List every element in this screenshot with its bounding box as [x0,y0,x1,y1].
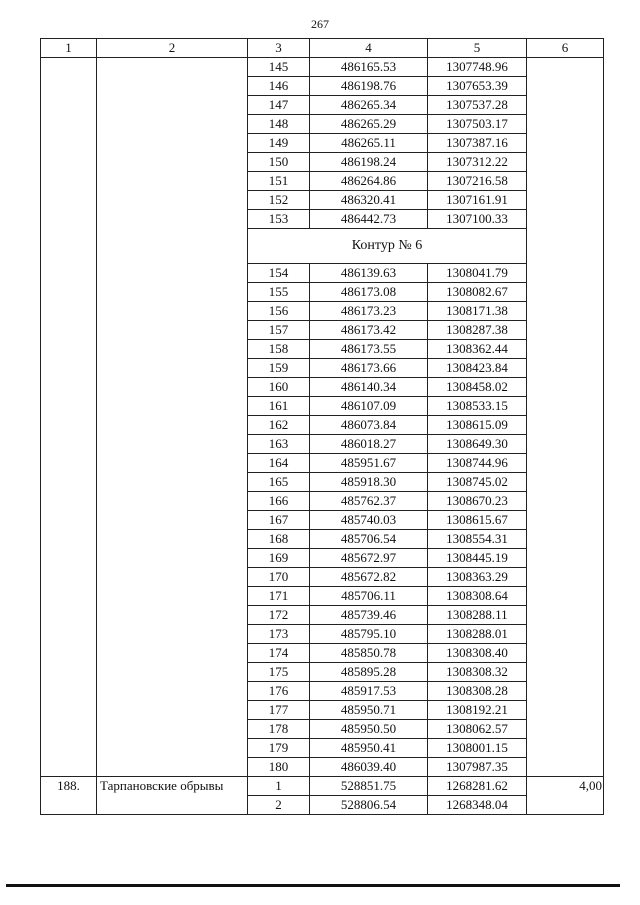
point-number: 1 [248,777,310,796]
point-number: 173 [248,625,310,644]
coord-y: 1308615.09 [428,416,527,435]
coord-y: 1308041.79 [428,264,527,283]
coord-y: 1308308.64 [428,587,527,606]
coord-y: 1308615.67 [428,511,527,530]
coord-y: 1307312.22 [428,153,527,172]
point-number: 169 [248,549,310,568]
coord-y: 1307161.91 [428,191,527,210]
point-number: 180 [248,758,310,777]
coord-x: 485740.03 [310,511,428,530]
point-number: 151 [248,172,310,191]
coord-x: 486173.23 [310,302,428,321]
coord-x: 485795.10 [310,625,428,644]
coord-x: 486018.27 [310,435,428,454]
point-number: 148 [248,115,310,134]
coord-y: 1268281.62 [428,777,527,796]
point-number: 150 [248,153,310,172]
point-number: 178 [248,720,310,739]
point-number: 162 [248,416,310,435]
point-number: 160 [248,378,310,397]
coord-x: 485918.30 [310,473,428,492]
coord-x: 486173.66 [310,359,428,378]
header-col-2: 2 [97,39,248,58]
coord-x: 486442.73 [310,210,428,229]
point-number: 172 [248,606,310,625]
coordinates-table [40,38,604,815]
point-number: 174 [248,644,310,663]
point-number: 2 [248,796,310,815]
coord-y: 1308001.15 [428,739,527,758]
point-number: 145 [248,58,310,77]
coord-x: 486107.09 [310,397,428,416]
coord-y: 1308288.01 [428,625,527,644]
point-number: 157 [248,321,310,340]
coord-y: 1308362.44 [428,340,527,359]
coord-y: 1308363.29 [428,568,527,587]
coord-y: 1307748.96 [428,58,527,77]
entry-area: 4,00 [527,777,604,815]
contour-label: Контур № 6 [248,229,527,264]
point-number: 159 [248,359,310,378]
point-number: 163 [248,435,310,454]
point-number: 164 [248,454,310,473]
point-number: 168 [248,530,310,549]
coord-x: 485706.11 [310,587,428,606]
coord-x: 486198.76 [310,77,428,96]
header-col-3: 3 [248,39,310,58]
point-number: 176 [248,682,310,701]
coord-y: 1307216.58 [428,172,527,191]
header-col-4: 4 [310,39,428,58]
coord-x: 485950.50 [310,720,428,739]
point-number: 153 [248,210,310,229]
coord-y: 1308171.38 [428,302,527,321]
point-number: 170 [248,568,310,587]
point-number: 146 [248,77,310,96]
col-2-cell [97,58,248,777]
coord-x: 485895.28 [310,663,428,682]
coord-x: 486173.55 [310,340,428,359]
coord-y: 1308744.96 [428,454,527,473]
coord-y: 1307387.16 [428,134,527,153]
entry-row-number: 188. [41,777,97,815]
point-number: 147 [248,96,310,115]
coord-x: 486198.24 [310,153,428,172]
coord-x: 485917.53 [310,682,428,701]
point-number: 156 [248,302,310,321]
table-row [41,777,604,796]
header-col-6: 6 [527,39,604,58]
coord-y: 1307100.33 [428,210,527,229]
coord-x: 485672.97 [310,549,428,568]
point-number: 155 [248,283,310,302]
coord-y: 1308288.11 [428,606,527,625]
coord-y: 1307537.28 [428,96,527,115]
coord-y: 1308062.57 [428,720,527,739]
header-col-5: 5 [428,39,527,58]
coord-x: 486320.41 [310,191,428,210]
point-number: 179 [248,739,310,758]
coord-y: 1308192.21 [428,701,527,720]
coord-x: 485850.78 [310,644,428,663]
point-number: 165 [248,473,310,492]
coord-y: 1308308.28 [428,682,527,701]
header-row [41,39,604,58]
point-number: 171 [248,587,310,606]
coord-x: 486140.34 [310,378,428,397]
coord-x: 485672.82 [310,568,428,587]
coord-y: 1307653.39 [428,77,527,96]
coord-x: 486165.53 [310,58,428,77]
coord-x: 485950.71 [310,701,428,720]
coord-x: 486265.34 [310,96,428,115]
point-number: 167 [248,511,310,530]
coord-x: 486173.42 [310,321,428,340]
coord-y: 1308423.84 [428,359,527,378]
coord-y: 1308745.02 [428,473,527,492]
page-number: 267 [311,17,329,31]
coord-y: 1307987.35 [428,758,527,777]
coord-y: 1308308.40 [428,644,527,663]
point-number: 177 [248,701,310,720]
col-1-cell [41,58,97,777]
coord-y: 1308458.02 [428,378,527,397]
coord-x: 486139.63 [310,264,428,283]
coord-y: 1308670.23 [428,492,527,511]
coord-y: 1308554.31 [428,530,527,549]
coord-y: 1308287.38 [428,321,527,340]
coord-y: 1308308.32 [428,663,527,682]
coord-y: 1308082.67 [428,283,527,302]
coord-x: 485951.67 [310,454,428,473]
coord-x: 486265.11 [310,134,428,153]
point-number: 158 [248,340,310,359]
header-col-1: 1 [41,39,97,58]
point-number: 175 [248,663,310,682]
coord-x: 485762.37 [310,492,428,511]
coord-x: 485706.54 [310,530,428,549]
point-number: 149 [248,134,310,153]
coord-x: 528851.75 [310,777,428,796]
point-number: 152 [248,191,310,210]
coord-x: 486173.08 [310,283,428,302]
entry-name: Тарпановские обрывы [97,777,248,815]
point-number: 161 [248,397,310,416]
point-number: 166 [248,492,310,511]
coord-y: 1268348.04 [428,796,527,815]
coord-x: 485739.46 [310,606,428,625]
col-6-cell [527,58,604,777]
point-number: 154 [248,264,310,283]
table-row [41,58,604,77]
coord-x: 485950.41 [310,739,428,758]
coord-x: 486039.40 [310,758,428,777]
coord-y: 1308649.30 [428,435,527,454]
coord-y: 1308445.19 [428,549,527,568]
coord-y: 1308533.15 [428,397,527,416]
coord-y: 1307503.17 [428,115,527,134]
footer-rule [6,884,620,887]
coord-x: 486265.29 [310,115,428,134]
coord-x: 486264.86 [310,172,428,191]
coord-x: 528806.54 [310,796,428,815]
coord-x: 486073.84 [310,416,428,435]
